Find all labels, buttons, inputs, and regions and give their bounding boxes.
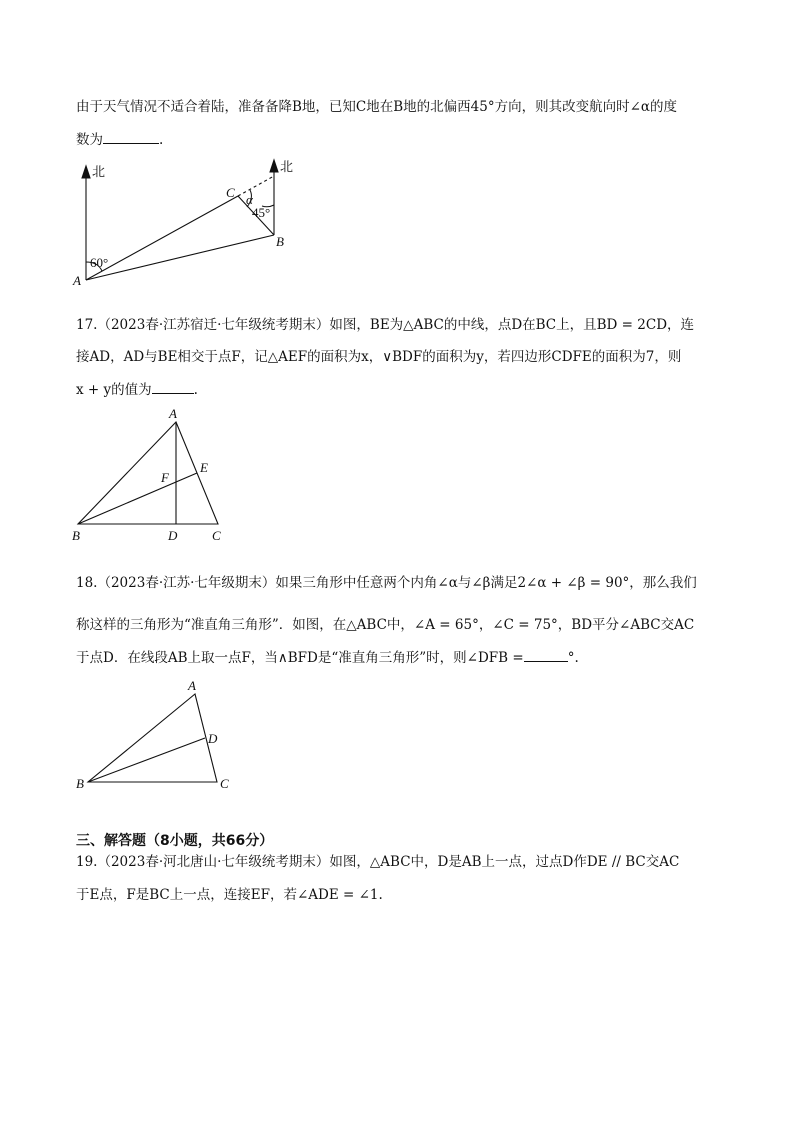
point-d-label: D <box>168 528 178 543</box>
q16-line-2-prefix: 数为 <box>76 132 103 148</box>
point-a-label: A <box>169 406 177 421</box>
q19-line-2: 于E点，F是BC上一点，连接EF，若∠ADE = ∠1. <box>76 887 383 903</box>
q17-line-3-prefix: x + y的值为 <box>76 382 152 398</box>
q18-line-2: 称这样的三角形为“准直角三角形”．如图，在△ABC中，∠A = 65°，∠C = 75°，BD平分∠ABC交AC <box>76 617 695 633</box>
q17-line-2: 接AD，AD与BE相交于点F，记△AEF的面积为x，∨BDF的面积为y，若四边形CDFE的面积为7，则 <box>76 349 682 365</box>
north-label-right: 北 <box>280 159 294 174</box>
point-c-label: C <box>226 185 235 200</box>
q18-line-3-suffix: °. <box>567 650 579 666</box>
angle-45-label: 45° <box>252 205 271 220</box>
point-e-label: E <box>200 460 208 475</box>
point-a-label: A <box>73 273 81 288</box>
q19-line-1: 19.（2023春·河北唐山·七年级统考期末）如图，△ABC中，D是AB上一点，过点D作DE // BC交AC <box>76 854 680 870</box>
point-c-label: C <box>220 776 229 791</box>
point-b-label: B <box>72 528 80 543</box>
point-b-label: B <box>276 234 284 249</box>
q18-line-1: 18.（2023春·江苏·七年级期末）如果三角形中任意两个内角∠α与∠β满足2∠α + ∠β = 90°，那么我们 <box>76 575 697 591</box>
q16-line-2-suffix: . <box>159 132 164 148</box>
triangle-abc <box>88 694 217 782</box>
q17-line-1: 17.（2023春·江苏宿迁·七年级统考期末）如图，BE为△ABC的中线，点D在BC上，且BD = 2CD，连 <box>76 317 695 333</box>
alpha-label: α <box>246 192 253 207</box>
q17-line-3-suffix: . <box>193 382 198 398</box>
point-b-label: B <box>76 776 84 791</box>
point-a-label: A <box>188 678 196 693</box>
segment-bd <box>88 738 205 782</box>
point-c-label: C <box>212 528 221 543</box>
point-f-label: F <box>161 470 169 485</box>
angle-60-label: 60° <box>90 255 109 270</box>
point-d-label: D <box>208 731 218 746</box>
q16-line-1: 由于天气情况不适合着陆，准备备降B地，已知C地在B地的北偏西45°方向，则其改变航向时∠α的度 <box>76 99 678 115</box>
north-label-left: 北 <box>92 164 106 179</box>
q18-line-3-prefix: 于点D．在线段AB上取一点F，当∧BFD是“准直角三角形”时，则∠DFB = <box>76 650 524 666</box>
section-3-heading: 三、解答题（8小题，共66分） <box>76 833 274 849</box>
